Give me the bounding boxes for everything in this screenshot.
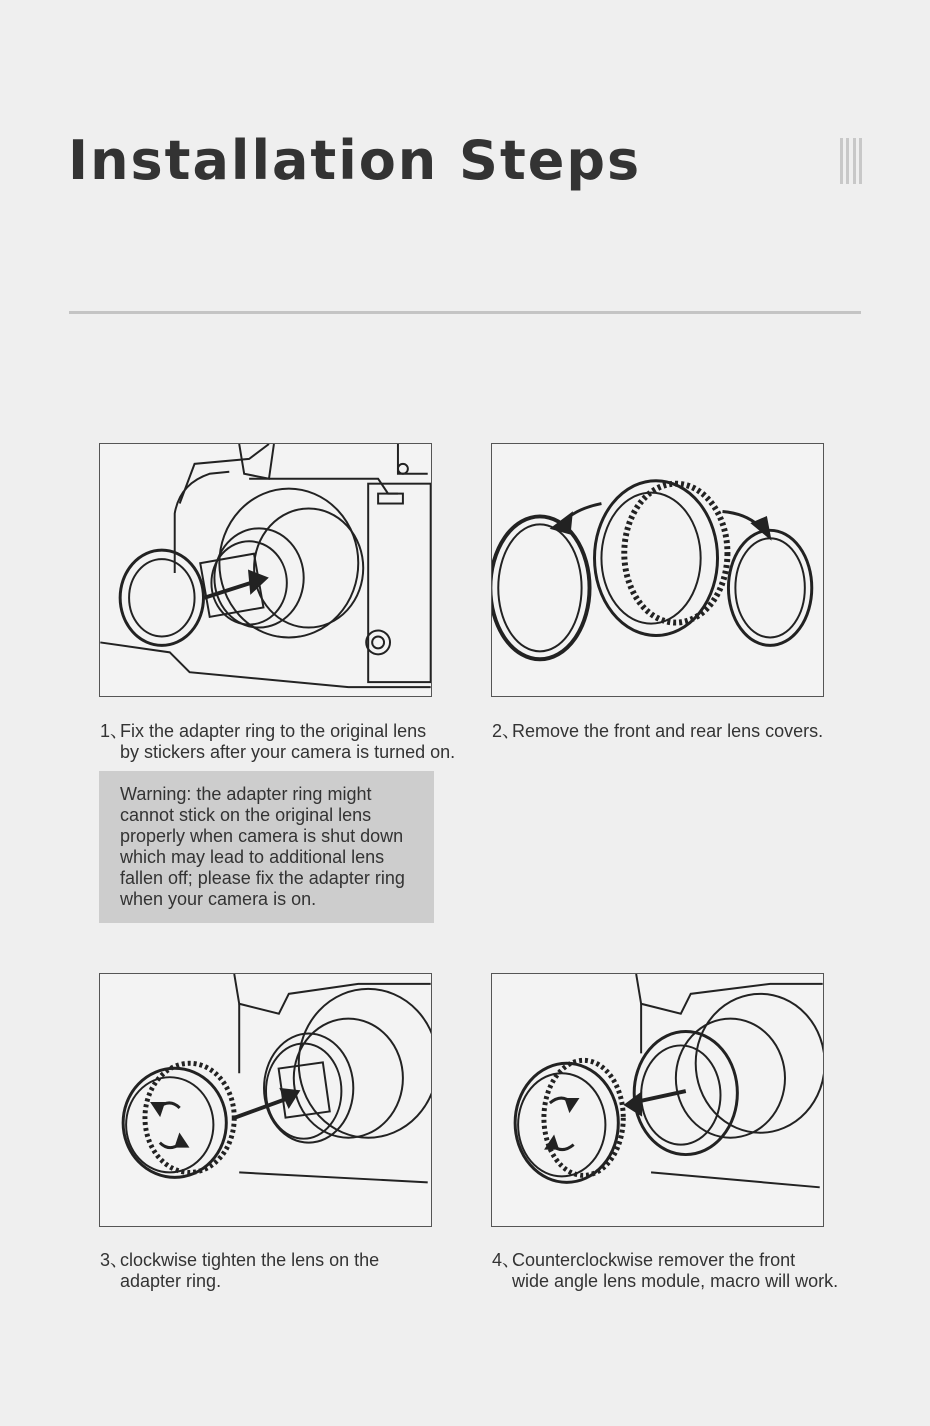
step-3-illustration	[99, 973, 432, 1227]
step-4-line-2: wide angle lens module, macro will work.	[512, 1271, 839, 1291]
step-2-caption	[492, 721, 823, 742]
step-1-illustration	[99, 443, 432, 697]
warning-line-5: fallen off; please fix the adapter ring	[120, 868, 405, 888]
step-3-line-1: clockwise tighten the lens on the	[120, 1250, 380, 1270]
step-1-line-1: Fix the adapter ring to the original lens	[120, 721, 427, 741]
step-4-number: 4、	[492, 1250, 521, 1270]
step-4-line-1: Counterclockwise remover the front	[512, 1250, 796, 1270]
step-4-caption	[492, 1250, 838, 1292]
step-2-number: 2、	[492, 721, 521, 741]
warning-line-1: Warning: the adapter ring might	[120, 784, 372, 804]
step-3-line-2: adapter ring.	[120, 1271, 222, 1291]
warning-line-4: which may lead to additional lens	[120, 847, 385, 867]
warning-line-3: properly when camera is shut down	[120, 826, 404, 846]
warning-line-2: cannot stick on the original lens	[120, 805, 372, 825]
step-1-number: 1、	[100, 721, 129, 741]
counterclockwise-remove-icon	[492, 974, 823, 1226]
decorative-bars-icon	[840, 138, 862, 184]
step-2-line-1: Remove the front and rear lens covers.	[512, 721, 824, 741]
camera-adapter-ring-icon	[100, 444, 431, 696]
step-1-caption	[100, 721, 455, 763]
step-4-illustration	[491, 973, 824, 1227]
clockwise-tighten-icon	[100, 974, 431, 1226]
title-divider	[69, 311, 861, 314]
warning-line-6: when your camera is on.	[120, 889, 317, 909]
step-1-line-2: by stickers after your camera is turned on.	[120, 742, 456, 762]
step-3-number: 3、	[100, 1250, 129, 1270]
page-title: Installation Steps	[68, 129, 642, 192]
step-2-illustration	[491, 443, 824, 697]
warning-box	[99, 771, 434, 923]
step-3-caption	[100, 1250, 379, 1292]
lens-covers-removal-icon	[492, 444, 823, 696]
